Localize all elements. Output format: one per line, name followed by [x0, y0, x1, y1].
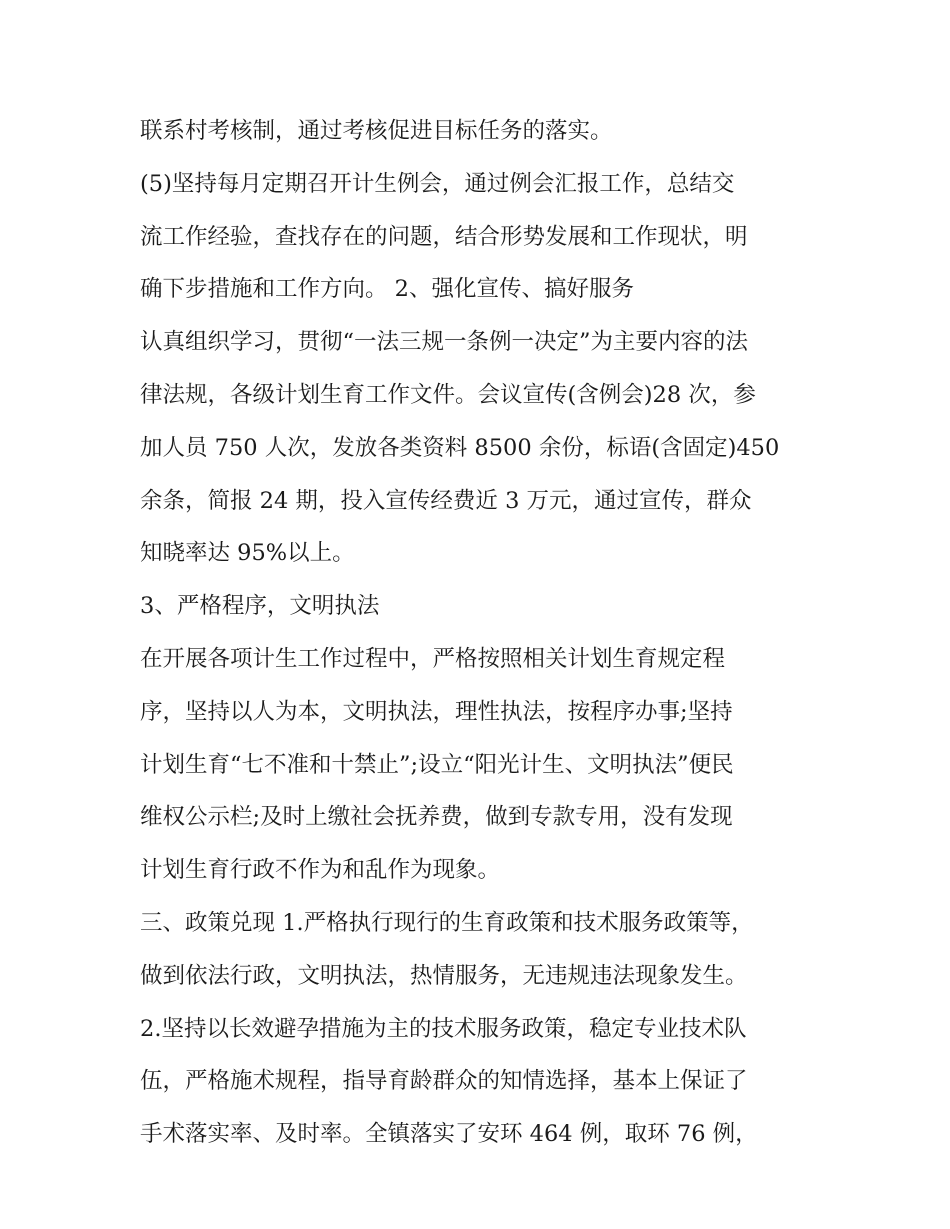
text-line-5: 认真组织学习，贯彻“一法三规一条例一决定”为主要内容的法: [140, 329, 749, 356]
document-body: [140, 105, 830, 1161]
text-line-15: 计划生育行政不作为和乱作为现象。: [140, 857, 501, 884]
text-line-11: 在开展各项计生工作过程中，严格按照相关计划生育规定程: [140, 645, 726, 672]
text-line-1: 联系村考核制，通过考核促进目标任务的落实。: [140, 118, 613, 144]
text-line-19: 伍，严格施术规程，指导育龄群众的知情选择，基本上保证了: [140, 1068, 748, 1095]
text-line-13: 计划生育“七不准和十禁止”;设立“阳光计生、文明执法”便民: [140, 751, 734, 778]
text-line-6: 律法规，各级计划生育工作文件。会议宣传(含例会)28 次，参: [140, 381, 756, 408]
text-line-20: 手术落实率、及时率。全镇落实了安环 464 例，取环 76 例，: [140, 1121, 758, 1148]
text-line-12: 序，坚持以人为本，文明执法，理性执法，按程序办事;坚持: [140, 698, 733, 725]
text-line-8: 余条，简报 24 期，投入宣传经费近 3 万元，通过宣传，群众: [140, 487, 752, 514]
text-line-2: (5)坚持每月定期召开计生例会，通过例会汇报工作，总结交: [140, 170, 735, 197]
text-line-18: 2.坚持以长效避孕措施为主的技术服务政策，稳定专业技术队: [140, 1015, 747, 1042]
text-line-7: 加人员 750 人次，发放各类资料 8500 余份，标语(含固定)450: [140, 434, 780, 461]
text-line-3: 流工作经验，查找存在的问题，结合形势发展和工作现状，明: [140, 223, 748, 250]
text-line-14: 维权公示栏;及时上缴社会抚养费，做到专款专用，没有发现: [140, 804, 733, 831]
text-line-17: 做到依法行政，文明执法，热情服务，无违规违法现象发生。: [140, 962, 748, 989]
text-line-9: 知晓率达 95%以上。: [140, 540, 355, 567]
text-line-10: 3、严格程序，文明执法: [140, 593, 380, 620]
text-line-4: 确下步措施和工作方向。 2、强化宣传、搞好服务: [140, 276, 634, 303]
text-line-16: 三、政策兑现 1.严格执行现行的生育政策和技术服务政策等，: [140, 909, 754, 936]
